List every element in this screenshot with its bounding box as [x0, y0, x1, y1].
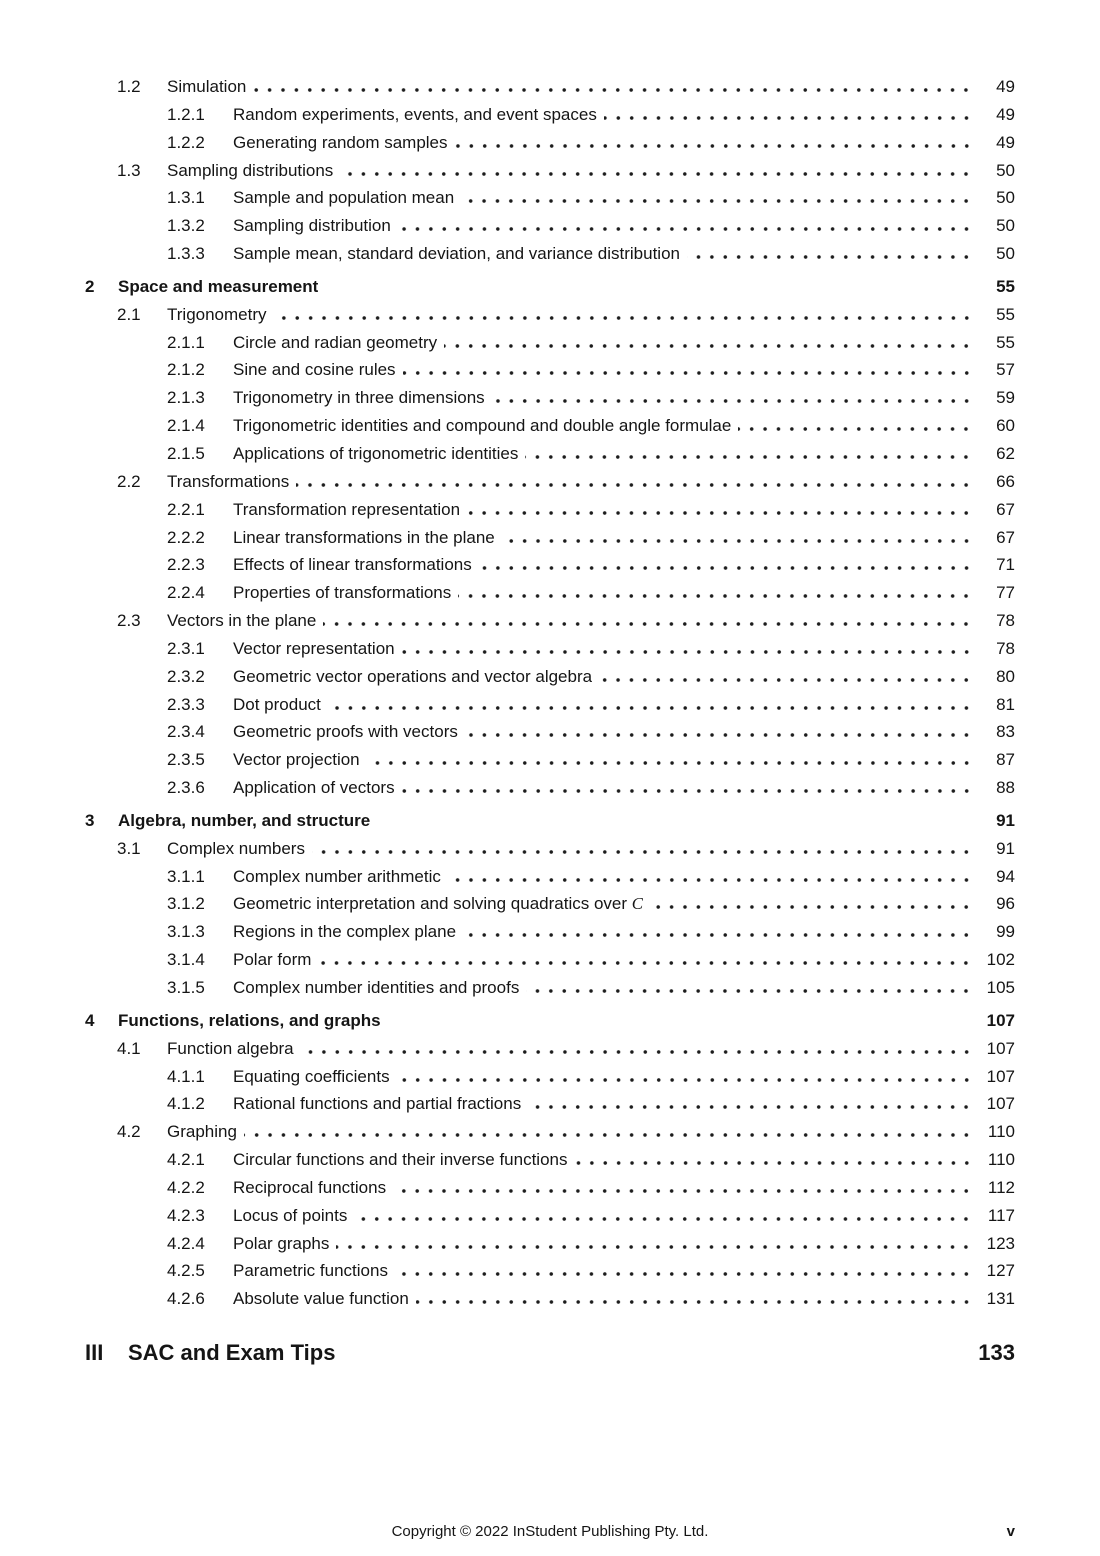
toc-entry-page: 105	[986, 978, 1015, 997]
toc-entry-title: Complex numbers	[167, 838, 305, 858]
toc-entry[interactable]	[85, 663, 1015, 691]
toc-entry-page: 99	[996, 922, 1015, 942]
dot-leader	[388, 1022, 973, 1026]
toc-entry[interactable]	[85, 157, 1015, 185]
toc-entry[interactable]	[85, 1230, 1015, 1258]
toc-entry-page: 62	[996, 443, 1015, 463]
toc-entry-title: Circle and radian geometry	[233, 332, 438, 352]
toc-entry-page: 50	[996, 216, 1015, 236]
toc-entry-page: 50	[996, 160, 1015, 180]
toc-entry-title: Transformations	[167, 471, 290, 491]
toc-entry-number: 3.1.1	[167, 866, 205, 886]
toc-entry-title: Transformation representation	[233, 499, 461, 519]
toc-entry-title: Geometric vector operations and vector algebra	[233, 666, 593, 686]
toc-entry[interactable]	[85, 718, 1015, 746]
toc-entry[interactable]	[85, 1257, 1015, 1285]
dot-leader	[738, 427, 973, 431]
dot-leader	[328, 706, 973, 710]
toc-entry-number: 2.1.2	[167, 360, 205, 380]
toc-entry[interactable]	[85, 412, 1015, 440]
toc-entry-page: 49	[996, 77, 1015, 96]
toc-entry-number: 4.1.1	[167, 1066, 205, 1086]
toc-entry-page: 50	[996, 188, 1015, 208]
toc-entry-number: 4	[85, 1010, 95, 1030]
toc-entry-title: Trigonometry	[167, 304, 267, 324]
dot-leader	[448, 878, 973, 882]
toc-entry-title: Trigonometric identities and compound and double angle formulae	[233, 416, 732, 436]
dot-leader	[318, 961, 973, 965]
toc-entry-page: 50	[996, 244, 1015, 264]
toc-entry-title: Vector projection	[233, 750, 360, 770]
toc-entry[interactable]	[85, 496, 1015, 524]
toc-entry[interactable]	[85, 807, 1015, 835]
toc-entry-page: 102	[986, 950, 1015, 970]
dot-leader	[526, 989, 973, 993]
dot-leader	[604, 116, 973, 120]
toc-entry-number: 2.3.2	[167, 666, 205, 686]
dot-leader	[312, 850, 973, 854]
toc-entry-title: Sampling distribution	[233, 216, 391, 236]
toc-entry[interactable]	[85, 440, 1015, 468]
toc-entry-title: Generating random samples	[233, 132, 448, 152]
toc-entry[interactable]	[85, 356, 1015, 384]
toc-entry-title: Complex number arithmetic	[233, 866, 441, 886]
toc-entry[interactable]	[85, 1285, 1015, 1313]
toc-entry-number: 4.2.6	[167, 1289, 205, 1309]
toc-entry-number: 2.2.2	[167, 527, 205, 547]
toc-entry-page: 81	[996, 694, 1015, 714]
dot-leader	[444, 344, 973, 348]
dot-leader	[650, 905, 973, 909]
toc-entry-number: 2.2.3	[167, 555, 205, 575]
toc-entry-page: 77	[996, 583, 1015, 603]
toc-entry-number: 2.1.3	[167, 388, 205, 408]
toc-entry-title: Regions in the complex plane	[233, 922, 457, 942]
toc-entry-page: 59	[996, 388, 1015, 408]
toc-entry-number: 3.1.5	[167, 978, 205, 997]
toc-entry-title: Polar graphs	[233, 1233, 330, 1253]
dot-leader	[342, 1356, 972, 1360]
toc-entry-number: 4.1.2	[167, 1094, 205, 1114]
toc-entry-title: Functions, relations, and graphs	[118, 1010, 381, 1030]
dot-leader	[397, 1078, 973, 1082]
dot-leader	[323, 622, 973, 626]
toc-entry-title: Simulation	[167, 77, 247, 96]
toc-entry-number: 1.3.3	[167, 244, 205, 264]
toc-entry-title: Graphing	[167, 1122, 237, 1142]
toc-entry-page: 123	[986, 1233, 1015, 1253]
dot-leader	[416, 1300, 973, 1304]
toc-entry-title: Sine and cosine rules	[233, 360, 396, 380]
toc-entry[interactable]	[85, 73, 1015, 101]
toc-entry[interactable]	[85, 524, 1015, 552]
dot-leader	[525, 455, 973, 459]
dot-leader	[492, 399, 973, 403]
toc-entry[interactable]	[85, 691, 1015, 719]
toc-entry-title: Random experiments, events, and event spaces	[233, 104, 597, 124]
dot-leader	[502, 539, 973, 543]
toc-entry-number: 1.3.1	[167, 188, 205, 208]
toc-entry-title: Effects of linear transformations	[233, 555, 472, 575]
dot-leader	[599, 678, 973, 682]
toc-entry-number: 2.3.6	[167, 778, 205, 798]
toc-entry-title: Reciprocal functions	[233, 1177, 387, 1197]
toc-entry-page: 66	[996, 471, 1015, 491]
toc-entry-title: Locus of points	[233, 1205, 348, 1225]
toc-entry-number: 2.2	[117, 471, 141, 491]
toc-entry-page: 88	[996, 778, 1015, 798]
toc-entry-number: 2.1.5	[167, 443, 205, 463]
dot-leader	[461, 199, 973, 203]
toc-entry-page: 55	[996, 332, 1015, 352]
dot-leader	[528, 1105, 973, 1109]
dot-leader	[296, 483, 973, 487]
toc-entry[interactable]	[85, 329, 1015, 357]
toc-entry-number: III	[85, 1340, 104, 1366]
toc-entry-page: 55	[996, 304, 1015, 324]
toc-entry-page: 112	[987, 1177, 1015, 1197]
dot-leader	[479, 566, 973, 570]
toc-entry-number: 4.2.2	[167, 1177, 205, 1197]
toc-entry-number: 2.1.1	[167, 332, 205, 352]
toc-entry-page: 96	[996, 894, 1015, 914]
toc-entry[interactable]	[85, 890, 1015, 918]
toc-entry[interactable]	[85, 551, 1015, 579]
toc-entry-number: 2.3.5	[167, 750, 205, 770]
dot-leader	[455, 144, 973, 148]
toc-entry-title: Rational functions and partial fractions	[233, 1094, 522, 1114]
dot-leader	[377, 822, 973, 826]
toc-entry[interactable]	[85, 301, 1015, 329]
toc-entry-page: 110	[987, 1122, 1015, 1142]
toc-entry-number: 3.1.4	[167, 950, 205, 970]
toc-entry-title: Algebra, number, and structure	[118, 810, 371, 830]
toc-entry-number: 2	[85, 276, 95, 296]
toc-entry-page: 110	[987, 1150, 1015, 1170]
dot-leader	[458, 594, 973, 598]
toc-entry-page: 117	[987, 1205, 1015, 1225]
toc-entry[interactable]	[85, 384, 1015, 412]
toc-entry-page: 71	[996, 555, 1015, 575]
toc-entry-page: 107	[986, 1066, 1015, 1086]
toc-entry[interactable]	[85, 1118, 1015, 1146]
toc-entry-number: 2.3.4	[167, 722, 205, 742]
toc-entry-page: 87	[996, 750, 1015, 770]
dot-leader	[244, 1133, 973, 1137]
dot-leader	[253, 88, 973, 92]
dot-leader	[463, 933, 973, 937]
toc-entry[interactable]	[85, 212, 1015, 240]
toc-entry-number: 4.1	[117, 1038, 141, 1058]
toc-entry-title: Properties of transformations	[233, 583, 452, 603]
toc-entry-page: 107	[986, 1094, 1015, 1114]
dot-leader	[301, 1050, 973, 1054]
toc-entry-number: 3	[85, 810, 95, 830]
toc-entry[interactable]	[85, 184, 1015, 212]
toc-entry-number: 1.2.1	[167, 104, 205, 124]
toc-entry-page: 107	[986, 1038, 1015, 1058]
toc-entry-title: Application of vectors	[233, 778, 395, 798]
toc-entry-number: 4.2.1	[167, 1150, 205, 1170]
toc-entry-number: 4.2.4	[167, 1233, 205, 1253]
toc-entry-page: 49	[996, 104, 1015, 124]
toc-entry[interactable]	[85, 918, 1015, 946]
dot-leader	[687, 255, 973, 259]
toc-entry-page: 107	[986, 1010, 1015, 1030]
toc-entry-title: Equating coefficients	[233, 1066, 390, 1086]
toc-entry[interactable]	[85, 974, 1015, 1002]
toc-entry-title: Complex number identities and proofs	[233, 978, 520, 997]
copyright-notice: Copyright © 2022 InStudent Publishing Pty. Ltd.	[391, 1523, 709, 1540]
toc-entry-title: SAC and Exam Tips	[128, 1340, 336, 1366]
toc-entry-page: 127	[986, 1261, 1015, 1281]
toc-entry-page: 94	[996, 866, 1015, 886]
dot-leader	[395, 1272, 973, 1276]
dot-leader	[465, 733, 973, 737]
toc-entry-title: Geometric interpretation and solving quadratics over C	[233, 894, 644, 914]
toc-entry-number: 2.1	[117, 304, 141, 324]
toc-entry[interactable]	[85, 746, 1015, 774]
toc-entry-title: Polar form	[233, 950, 312, 970]
dot-leader	[354, 1217, 973, 1221]
toc-entry-page: 78	[996, 611, 1015, 631]
toc-entry-title: Trigonometry in three dimensions	[233, 388, 485, 408]
dot-leader	[325, 288, 973, 292]
toc-entry-number: 2.3.3	[167, 694, 205, 714]
toc-entry-title: Geometric proofs with vectors	[233, 722, 458, 742]
dot-leader	[274, 316, 973, 320]
toc-entry-page: 49	[996, 132, 1015, 152]
toc-entry[interactable]	[85, 774, 1015, 802]
toc-entry-page: 55	[996, 276, 1015, 296]
toc-entry-number: 4.2.3	[167, 1205, 205, 1225]
toc-entry-number: 1.2	[117, 77, 141, 96]
dot-leader	[398, 227, 973, 231]
toc-entry[interactable]	[85, 835, 1015, 863]
toc-entry-page: 83	[996, 722, 1015, 742]
toc-entry[interactable]	[85, 1336, 1015, 1370]
toc-entry-title: Parametric functions	[233, 1261, 388, 1281]
toc-entry[interactable]	[85, 468, 1015, 496]
dot-leader	[340, 172, 973, 176]
toc-entry-page: 133	[978, 1340, 1015, 1366]
toc-entry-number: 3.1.3	[167, 922, 205, 942]
toc-entry-title: Space and measurement	[118, 276, 319, 296]
toc-entry-number: 3.1	[117, 838, 141, 858]
toc-entry-page: 78	[996, 638, 1015, 658]
dot-leader	[393, 1189, 973, 1193]
dot-leader	[367, 761, 973, 765]
toc-entry-title: Linear transformations in the plane	[233, 527, 495, 547]
dot-leader	[403, 371, 973, 375]
toc-entry-number: 4.2.5	[167, 1261, 205, 1281]
dot-leader	[402, 789, 973, 793]
toc-entry-number: 3.1.2	[167, 894, 205, 914]
toc-entry[interactable]	[85, 635, 1015, 663]
table-of-contents	[85, 73, 1015, 1370]
toc-entry[interactable]	[85, 1035, 1015, 1063]
toc-entry-title: Circular functions and their inverse functions	[233, 1150, 568, 1170]
folio-page-number: v	[1006, 1523, 1015, 1540]
toc-entry[interactable]	[85, 1174, 1015, 1202]
toc-entry-title: Vectors in the plane	[167, 611, 317, 631]
toc-entry-title: Sampling distributions	[167, 160, 334, 180]
toc-entry[interactable]	[85, 273, 1015, 301]
toc-entry[interactable]	[85, 1202, 1015, 1230]
toc-entry-page: 80	[996, 666, 1015, 686]
toc-entry[interactable]	[85, 946, 1015, 974]
dot-leader	[575, 1161, 974, 1165]
dot-leader	[336, 1245, 973, 1249]
toc-entry-title: Sample mean, standard deviation, and variance distribution	[233, 244, 680, 264]
toc-entry-number: 2.1.4	[167, 416, 205, 436]
toc-entry-page: 67	[996, 499, 1015, 519]
toc-entry-number: 2.2.1	[167, 499, 205, 519]
toc-entry[interactable]	[85, 1146, 1015, 1174]
toc-entry-page: 131	[986, 1289, 1015, 1309]
toc-entry[interactable]	[85, 240, 1015, 268]
toc-entry-title: Sample and population mean	[233, 188, 455, 208]
toc-entry[interactable]	[85, 579, 1015, 607]
toc-entry[interactable]	[85, 863, 1015, 891]
toc-entry-number: 2.2.4	[167, 583, 205, 603]
toc-entry-page: 57	[996, 360, 1015, 380]
toc-entry[interactable]	[85, 1007, 1015, 1035]
toc-entry[interactable]	[85, 1063, 1015, 1091]
page-footer	[85, 1521, 1015, 1543]
toc-entry-title: Vector representation	[233, 638, 395, 658]
toc-entry-title: Applications of trigonometric identities	[233, 443, 519, 463]
toc-entry-number: 1.3.2	[167, 216, 205, 236]
toc-entry-number: 1.3	[117, 160, 141, 180]
toc-entry[interactable]	[85, 1090, 1015, 1118]
toc-entry-page: 67	[996, 527, 1015, 547]
dot-leader	[467, 511, 973, 515]
toc-entry-number: 1.2.2	[167, 132, 205, 152]
toc-entry[interactable]	[85, 607, 1015, 635]
toc-entry-number: 4.2	[117, 1122, 141, 1142]
toc-entry-title: Absolute value function	[233, 1289, 409, 1309]
toc-entry-page: 91	[996, 810, 1015, 830]
toc-entry-number: 2.3.1	[167, 638, 205, 658]
toc-entry-number: 2.3	[117, 611, 141, 631]
toc-entry-title: Function algebra	[167, 1038, 294, 1058]
toc-entry[interactable]	[85, 129, 1015, 157]
dot-leader	[402, 650, 973, 654]
toc-entry-title: Dot product	[233, 694, 321, 714]
toc-entry[interactable]	[85, 101, 1015, 129]
toc-entry-page: 60	[996, 416, 1015, 436]
toc-entry-page: 91	[996, 838, 1015, 858]
